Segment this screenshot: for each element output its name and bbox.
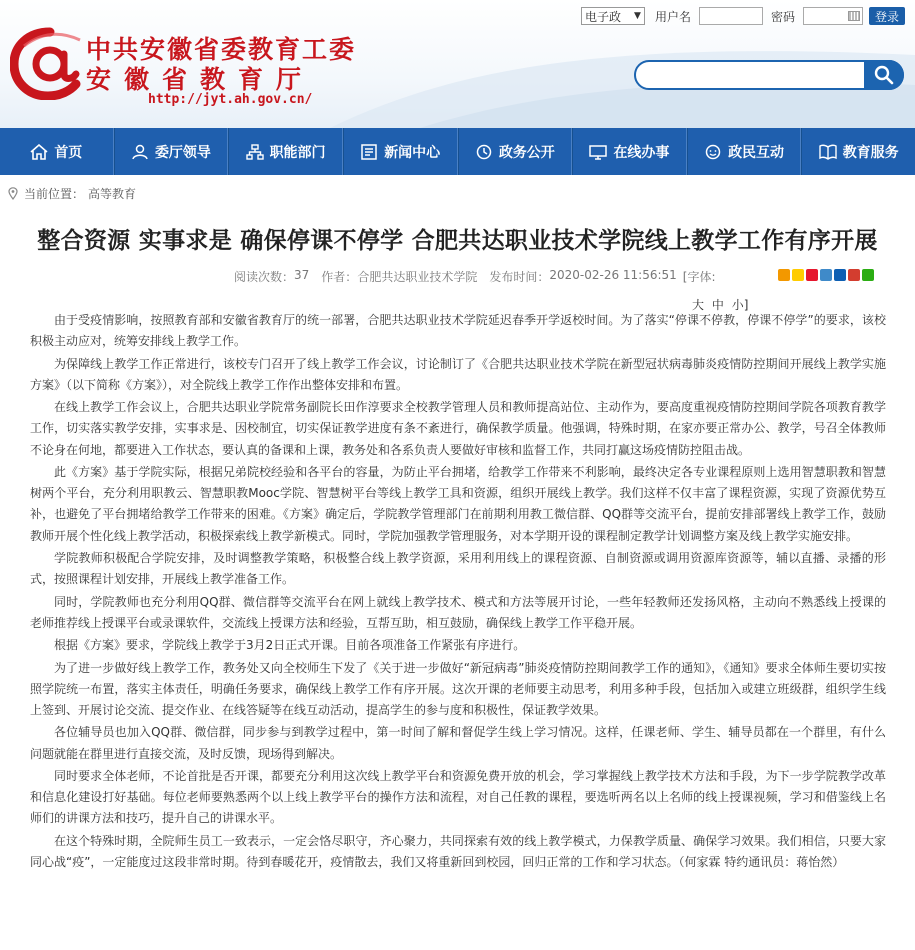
article-paragraph: 此《方案》基于学院实际，根据兄弟院校经验和各平台的容量，为防止平台拥堵，给教学工作带来不利影响，最终决定各专业课程原则上选用智慧职教和智慧树两个平台，充分利用职教云、智慧职教Mooc学院、智慧树平台等线上教学工具和资源，组织开展线上教学。我们这样不仅丰富了课程资源，实现了资源优势互补，也避免了平台拥堵给教学工作带来的困难。《方案》确定后，学院教学管理部门在前期利用教工微信群、QQ群等交流平台，提前安排部署线上教学工作，鼓励教师开展个性化线上教学活动，积极探索线上教学新模式。同时，学院加强教学管理服务，对本学期开设的课程制定教学计划调整方案及线上教学实施安排。 bbox=[30, 464, 886, 543]
views-label: 阅读次数： bbox=[234, 270, 295, 284]
nav-item-label: 委厅领导 bbox=[154, 144, 211, 161]
nav-item-news[interactable] bbox=[343, 128, 458, 175]
leaders-icon bbox=[131, 144, 149, 160]
header-title-line1: 中共安徽省委教育工委 bbox=[86, 35, 357, 64]
password-input[interactable] bbox=[803, 7, 863, 25]
search-input[interactable] bbox=[634, 60, 904, 90]
gov-type-select[interactable] bbox=[581, 7, 645, 25]
share-plus-icon[interactable] bbox=[778, 269, 790, 281]
nav-item-label: 政民互动 bbox=[728, 144, 785, 161]
nav-item-label: 政务公开 bbox=[498, 144, 555, 161]
login-button[interactable]: 登录 bbox=[869, 7, 905, 25]
article-content bbox=[30, 310, 886, 874]
gov-type-select-value: 电子政 bbox=[584, 9, 621, 24]
publish-date: 2020-02-26 11:56:51 bbox=[549, 268, 677, 282]
nav-item-label: 教育服务 bbox=[842, 144, 899, 161]
author-label: 作者： bbox=[321, 270, 358, 284]
article-paragraph: 为保障线上教学工作正常进行，该校专门召开了线上教学工作会议，讨论制订了《合肥共达职业技术学院在新型冠状病毒肺炎疫情防控期间开展线上教学实施方案》（以下简称《方案》），对全院线上教学工作作出整体安排和布置。 bbox=[30, 356, 886, 392]
article-paragraph: 在线上教学工作会议上，合肥共达职业学院常务副院长田作淳要求全校教学管理人员和教师提高站位、主动作为，要高度重视疫情防控期间学院各项教育教学工作，切实落实教学安排，实事求是、因校制宜，切实保证教学进度有条不紊进行，确保教学质量。他强调，特殊时期，在家亦要正常办公、教学，号召全体教师不论身在何地，都要进入工作状态，要认真的备课和上课，教务处和各系负责人要做好审核和监督工作，共同打赢这场疫情防控阻击战。 bbox=[30, 400, 886, 457]
online-service-icon bbox=[589, 144, 607, 160]
share-qzone-icon[interactable] bbox=[792, 269, 804, 281]
nav-item-label: 在线办事 bbox=[613, 144, 670, 161]
book-icon bbox=[819, 144, 837, 160]
open-gov-icon bbox=[475, 144, 493, 160]
date-label: 发布时间： bbox=[489, 270, 550, 284]
chevron-down-icon: ▼ bbox=[634, 11, 641, 21]
article-paragraph: 同时，学院教师也充分利用QQ群、微信群等交流平台在网上就线上教学技术、模式和方法等展开讨论，一些年轻教师还发扬风格，主动向不熟悉线上授课的老师推荐线上授课平台或录课软件，交流线上授课方法和经验，互帮互助，相互鼓励，确保线上教学工作平稳开展。 bbox=[30, 594, 886, 630]
search-icon bbox=[874, 65, 894, 85]
article-paragraph: 根据《方案》要求，学院线上教学于3月2日正式开课。目前各项准备工作紧张有序进行。 bbox=[54, 638, 526, 653]
username-input[interactable] bbox=[699, 7, 763, 25]
nav-item-label: 职能部门 bbox=[269, 144, 326, 161]
keyboard-icon[interactable] bbox=[848, 11, 860, 21]
org-chart-icon bbox=[246, 144, 264, 160]
nav-item-online-service[interactable] bbox=[572, 128, 687, 175]
header-title-line2: 安徽省教育厅 bbox=[86, 65, 315, 94]
nav-item-label: 新闻中心 bbox=[384, 144, 441, 161]
nav-item-open-gov[interactable] bbox=[458, 128, 573, 175]
nav-item-leaders[interactable] bbox=[114, 128, 229, 175]
share-wechat-icon[interactable] bbox=[862, 269, 874, 281]
nav-item-edu-service[interactable] bbox=[801, 128, 915, 175]
views-count: 37 bbox=[294, 268, 310, 282]
nav-item-label: 首页 bbox=[54, 144, 83, 161]
article-paragraph: 学院教师积极配合学院安排，及时调整教学策略，积极整合线上教学资源，采用利用线上的课程资源、自制资源或调用资源库资源等，辅以直播、录播的形式，按照课程计划安排，开展线上教学准备工作。 bbox=[30, 550, 886, 587]
font-size-small[interactable]: 小] bbox=[731, 298, 749, 312]
article-paragraph: 各位辅导员也加入QQ群、微信群，同步参与到教学过程中，第一时间了解和督促学生线上学习情况。这样，任课老师、学生、辅导员都在一个群里，有什么问题就能在群里进行直接交流，及时反馈，现场得到解决。 bbox=[30, 725, 886, 761]
article-paragraph: 同时要求全体老师，不论首批是否开课，都要充分利用这次线上教学平台和资源免费开放的机会，学习掌握线上教学技术方法和手段，为下一步学院教学改革和信息化建设打好基础。每位老师要熟悉两个以上线上教学平台的操作方法和流程，对自己任教的课程，要选听两名以上名师的线上授课视频，学习和借鉴线上名师们的讲课方法和技巧，提升自己的讲课水平。 bbox=[30, 768, 886, 826]
font-size-large[interactable]: 大 bbox=[692, 298, 705, 312]
main-nav bbox=[0, 128, 915, 175]
interaction-icon bbox=[704, 144, 722, 160]
site-url[interactable]: http://jyt.ah.gov.cn/ bbox=[148, 92, 313, 107]
share-weibo-icon[interactable] bbox=[806, 269, 818, 281]
share-pdf-icon[interactable] bbox=[848, 269, 860, 281]
share-renren-icon[interactable] bbox=[834, 269, 846, 281]
share-tencent-icon[interactable] bbox=[820, 269, 832, 281]
share-bar bbox=[778, 269, 876, 281]
article-paragraph: 由于受疫情影响，按照教育部和安徽省教育厅的统一部署，合肥共达职业技术学院延迟春季开学返校时间。为了落实“停课不停教，停课不停学”的要求，该校积极主动应对，统筹安排线上教学工作。 bbox=[30, 313, 886, 349]
news-icon bbox=[360, 144, 378, 160]
login-bar bbox=[581, 6, 905, 26]
article-paragraph: 在这个特殊时期，全院师生员工一致表示，一定会恪尽职守，齐心聚力，共同探索有效的线上教学模式，力保教学质量、确保学习效果。我们相信，只要大家同心战“疫”，一定能度过这段非常时期。待到春暖花开，疫情散去，我们又将重新回到校园，回归正常的工作和学习状态。（何家霖 特约通讯员：蒋怡然） bbox=[30, 833, 886, 869]
font-size-label: [字体: bbox=[682, 270, 716, 284]
password-label: 密码 bbox=[770, 9, 795, 24]
nav-item-home[interactable] bbox=[0, 128, 114, 175]
ministry-logo-icon[interactable] bbox=[10, 26, 90, 100]
nav-item-interaction[interactable] bbox=[687, 128, 802, 175]
breadcrumb-label: 当前位置： bbox=[24, 187, 85, 201]
breadcrumb bbox=[8, 185, 136, 202]
article-title: 整合资源 实事求是 确保停课不停学 合肥共达职业技术学院线上教学工作有序开展 bbox=[37, 228, 878, 254]
site-header bbox=[0, 0, 915, 128]
home-icon bbox=[30, 144, 48, 160]
article-meta bbox=[234, 268, 716, 285]
article-paragraph: 为了进一步做好线上教学工作，教务处又向全校师生下发了《关于进一步做好“新冠病毒”肺炎疫情防控期间教学工作的通知》，《通知》要求全体师生要切实按照学院统一布置，落实主体责任，明确任务要求，确保线上教学工作有序开展。这次开课的老师要主动思考，利用多种手段，包括加入或建立班级群，组织学生线上签到、开展讨论交流、提交作业、在线答疑等在线互动活动，提高学生的参与度和积极性，保证教学效果。 bbox=[30, 660, 886, 717]
nav-item-departments[interactable] bbox=[228, 128, 343, 175]
username-label: 用户名 bbox=[654, 9, 691, 24]
breadcrumb-current[interactable]: 高等教育 bbox=[88, 187, 137, 201]
author-name: 合肥共达职业技术学院 bbox=[357, 270, 478, 284]
location-pin-icon bbox=[8, 187, 18, 200]
search-button[interactable] bbox=[864, 60, 904, 90]
font-size-medium[interactable]: 中 bbox=[711, 298, 724, 312]
